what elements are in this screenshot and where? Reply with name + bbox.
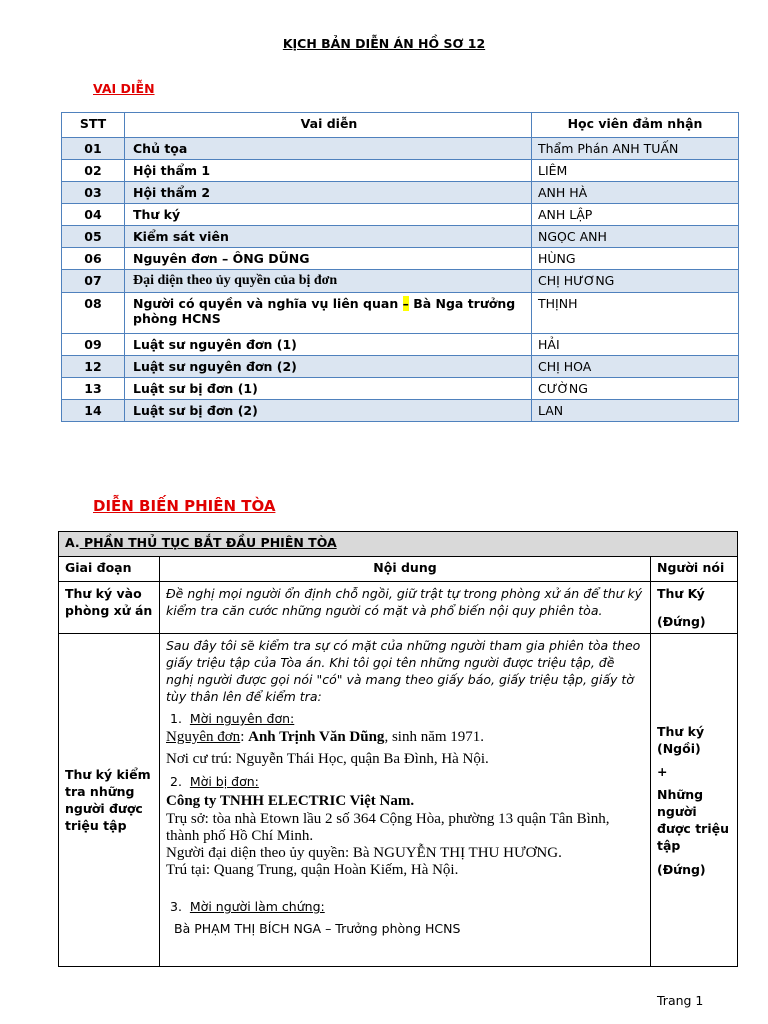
role-cell: Chủ tọa [125,138,532,160]
stt-cell: 05 [62,226,125,248]
student-cell: LIÊM [532,160,739,182]
item-number: 3. [170,899,182,914]
student-cell: Thẩm Phán ANH TUẤN [532,138,739,160]
company-address: Trụ sở: tòa nhà Etown lầu 2 số 364 Cộng Hòa, phường 13 quận Tân Bình, thành phố Hồ Chí Minh. [166,811,610,844]
stt-cell: 08 [62,293,125,334]
roles-table-header [62,113,739,138]
speaker-cell [651,582,738,634]
role-cell [125,293,532,334]
stage-cell: Thư ký kiểm tra những người được triệu tập [59,634,160,967]
role-cell: Nguyên đơn – ÔNG DŨNG [125,248,532,270]
stt-cell: 12 [62,356,125,378]
section-heading-proceedings: DIỄN BIẾN PHIÊN TÒA [93,497,276,515]
part-title-text: PHẦN THỦ TỤC BẮT ĐẦU PHIÊN TÒA [79,535,337,550]
role-cell: Hội thẩm 1 [125,160,532,182]
table-row [62,334,739,356]
table-row [62,378,739,400]
table-row [62,182,739,204]
plaintiff-label: Nguyên đơn [166,729,241,745]
list-item [166,711,644,726]
header-stage: Giai đoạn [59,557,160,582]
role-cell: Luật sư bị đơn (1) [125,378,532,400]
list-item [166,774,644,789]
proceedings-header-row [59,557,738,582]
stt-cell: 09 [62,334,125,356]
student-cell: HẢI [532,334,739,356]
speaker-posture: (Đứng) [657,861,706,877]
item-label: Mời nguyên đơn: [189,711,295,726]
student-cell: NGỌC ANH [532,226,739,248]
table-row [59,582,738,634]
list-item [166,899,644,914]
section-heading-roles: VAI DIỄN [93,81,155,96]
part-header-row [59,532,738,557]
role-cell: Luật sư nguyên đơn (1) [125,334,532,356]
content-cell [160,634,651,967]
plaintiff-address: Nơi cư trú: Nguyễn Thái Học, quận Ba Đình, Hà Nội. [166,751,489,767]
student-cell: LAN [532,400,739,422]
role-text-a: Người có quyền và nghĩa vụ liên quan [133,296,403,311]
plaintiff-colon: : [240,729,249,745]
stt-cell: 04 [62,204,125,226]
student-cell: CHỊ HƯƠNG [532,270,739,293]
stt-cell: 01 [62,138,125,160]
proceedings-table [58,531,738,967]
role-cell: Đại diện theo ủy quyền của bị đơn [125,270,532,293]
header-role: Vai diễn [125,113,532,138]
table-row [62,138,739,160]
header-speaker: Người nói [651,557,738,582]
stt-cell: 14 [62,400,125,422]
student-cell: HÙNG [532,248,739,270]
student-cell: CHỊ HOA [532,356,739,378]
stt-cell: 13 [62,378,125,400]
role-cell: Luật sư nguyên đơn (2) [125,356,532,378]
item-label: Mời bị đơn: [189,774,259,789]
stage-cell: Thư ký vào phòng xử án [59,582,160,634]
defendant-company: Công ty TNHH ELECTRIC Việt Nam. [166,793,415,809]
witness-line: Bà PHẠM THỊ BÍCH NGA – Trưởng phòng HCNS [174,921,461,936]
item-number: 1. [170,711,182,726]
student-cell: ANH LẬP [532,204,739,226]
header-student: Học viên đảm nhận [532,113,739,138]
part-prefix: A. [65,535,80,550]
student-cell: THỊNH [532,293,739,334]
stt-cell: 07 [62,270,125,293]
intro-text: Sau đây tôi sẽ kiểm tra sự có mặt của những người tham gia phiên tòa theo giấy triệu tập của Tòa án. Khi tôi gọi tên những người được triệu tập, đề nghị người được gọi nói "có" và mang theo giấy báo, giấy triệu tập, giấy tờ tùy thân lên để kiểm tra: [166,638,641,704]
speaker-name: Thư ký (Ngồi) [657,723,705,756]
plaintiff-line [166,728,644,747]
representative: Người đại diện theo ủy quyền: Bà NGUYỄN THỊ THU HƯƠNG. [166,845,562,861]
speaker-name: Thư Ký [657,586,705,601]
role-cell: Hội thẩm 2 [125,182,532,204]
table-row [62,293,739,334]
table-row [62,204,739,226]
table-row [62,248,739,270]
speaker-posture: (Đứng) [657,614,706,629]
role-cell: Kiểm sát viên [125,226,532,248]
header-content: Nội dung [160,557,651,582]
roles-table [61,112,739,422]
role-cell: Luật sư bị đơn (2) [125,400,532,422]
role-cell: Thư ký [125,204,532,226]
speaker-cell [651,634,738,967]
stt-cell: 02 [62,160,125,182]
page-number: Trang 1 [657,993,704,1008]
content-cell: Đề nghị mọi người ổn định chỗ ngồi, giữ trật tự trong phòng xử án để thư ký kiểm tra căn cước những người có mặt và phổ biến nội quy phiên tòa. [160,582,651,634]
speaker-plus: + [657,763,668,779]
header-stt: STT [62,113,125,138]
item-label: Mời người làm chứng: [189,899,325,914]
table-row [59,634,738,967]
stt-cell: 06 [62,248,125,270]
stt-cell: 03 [62,182,125,204]
document-title: KỊCH BẢN DIỄN ÁN HỒ SƠ 12 [282,36,486,51]
table-row [62,270,739,293]
table-row [62,400,739,422]
table-row [62,226,739,248]
representative-address: Trú tại: Quang Trung, quận Hoàn Kiếm, Hà Nội. [166,862,459,878]
role-text-b: Bà Nga trưởng phòng HCNS [133,296,516,326]
speaker-group: Những người được triệu tập [657,786,729,853]
item-number: 2. [170,774,182,789]
student-cell: ANH HÀ [532,182,739,204]
table-row [62,356,739,378]
plaintiff-born: , sinh năm 1971. [384,729,485,745]
part-title [59,532,738,557]
plaintiff-name: Anh Trịnh Văn Dũng [248,729,385,745]
table-row [62,160,739,182]
student-cell: CƯỜNG [532,378,739,400]
highlighted-dash: – [402,296,409,311]
